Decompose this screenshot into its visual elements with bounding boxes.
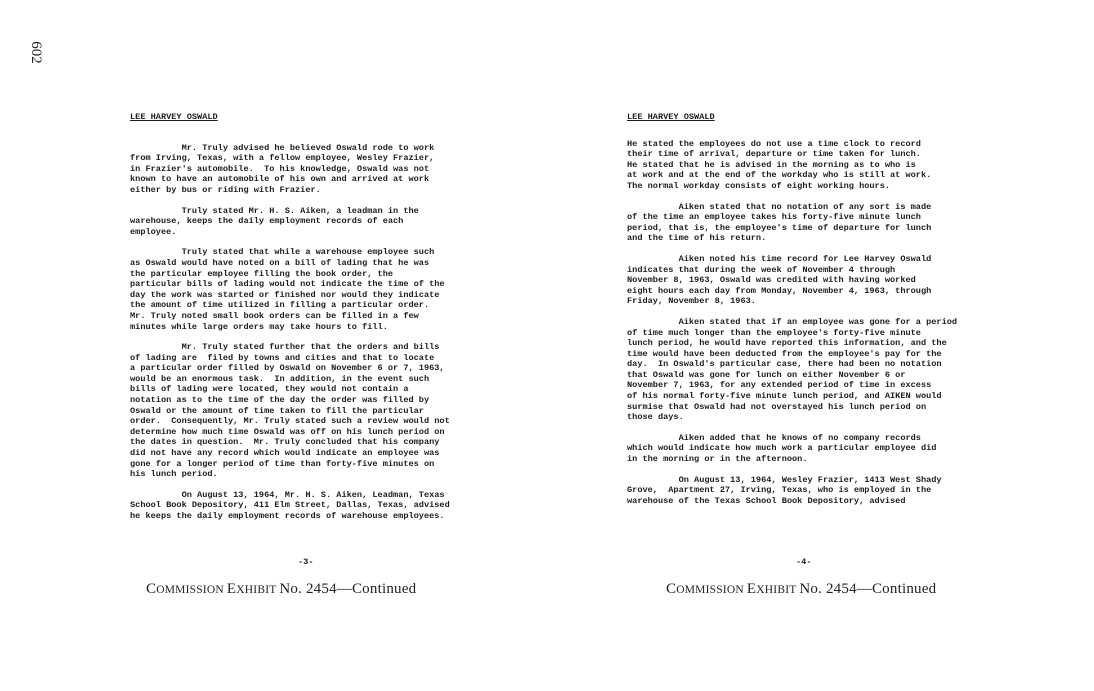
left-caption-rest: No. 2454—Continued <box>279 581 417 597</box>
left-caption-ommission: OMMISSION <box>156 584 227 596</box>
left-caption-c: C <box>146 581 157 597</box>
right-page-number: -4- <box>796 557 812 567</box>
left-paragraph-4: Mr. Truly stated further that the orders and bills of lading are filed by towns and cities and that to locate a particular order filled by Oswald on November 6 or 7, 1963, would be an enormous task. In addition, in the event such bills of lading were located, they would not contain a notation as to the time of the day the order was filled by Oswald or the amount of time taken to fill the particular order. Consequently, Mr. Truly stated such a review would not determine how much time Oswald was off on his lunch period on the dates in question. Mr. Truly concluded that his company did not have any record which would indicate an employee was gone for a longer period of time than forty-five minutes on his lunch period. <box>130 342 450 480</box>
right-caption-ommission: OMMISSION <box>676 584 747 596</box>
right-paragraph-6: On August 13, 1964, Wesley Frazier, 1413 West Shady Grove, Apartment 27, Irving, Texas, who is employed in the warehouse of the Texas School Book Depository, advised <box>627 474 942 506</box>
right-paragraph-2: Aiken stated that no notation of any sort is made of the time an employee takes his forty-five minute lunch period, that is, the employee's time of departure for lunch and the time of his return. <box>627 201 932 244</box>
left-paragraph-3: Truly stated that while a warehouse employee such as Oswald would have noted on a bill of lading that he was the particular employee filling the book order, the particular bills of lading would not indicate the time of the day the work was started or finished nor would they indicate the amount of time utilized in filling a particular order. Mr. Truly noted small book orders can be filled in a few minutes while large orders may take hours to fill. <box>130 247 445 332</box>
left-caption-e: E <box>226 581 237 597</box>
right-paragraph-1: He stated the employees do not use a time clock to record their time of arrival, departure or time taken for lunch. He stated that he is advised in the morning as to who is at work and at the end of the workday who is still at work. The normal workday consists of eight working hours. <box>627 138 932 191</box>
left-paragraph-5: On August 13, 1964, Mr. H. S. Aiken, Leadman, Texas School Book Depository, 411 Elm Street, Dallas, Texas, advised he keeps the daily employment records of warehouse employees. <box>130 489 450 521</box>
left-paragraph-1: Mr. Truly advised he believed Oswald rode to work from Irving, Texas, with a fellow employee, Wesley Frazier, in Frazier's automobile. To his knowledge, Oswald was not known to have an automobile of his own and arrived at work either by bus or riding with Frazier. <box>130 142 435 195</box>
right-heading: LEE HARVEY OSWALD <box>627 112 715 122</box>
left-typed-page <box>130 112 490 532</box>
right-typed-page <box>627 112 993 516</box>
right-caption-c: C <box>666 581 677 597</box>
right-paragraph-4: Aiken stated that if an employee was gone for a period of time much longer than the employee's forty-five minute lunch period, he would have reported this information, and the time would have been deducted from the employee's pay for the day. In Oswald's particular case, there had been no notation that Oswald was gone for lunch on either November 6 or November 7, 1963, for any extended period of time in excess of his normal forty-five minute lunch period, and AIKEN would surmise that Oswald had not overstayed his lunch period on those days. <box>627 316 958 423</box>
left-paragraph-2: Truly stated Mr. H. S. Aiken, a leadman in the warehouse, keeps the daily employment records of each employee. <box>130 205 419 237</box>
right-caption <box>666 581 936 598</box>
left-page-number: -3- <box>298 557 314 567</box>
right-paragraph-3: Aiken noted his time record for Lee Harvey Oswald indicates that during the week of November 4 through November 8, 1963, Oswald was credited with having worked eight hours each day from Monday, November 4, 1963, through Friday, November 8, 1963. <box>627 253 932 307</box>
left-heading: LEE HARVEY OSWALD <box>130 112 218 122</box>
left-caption-xhibit: XHIBIT <box>236 584 280 596</box>
right-paragraph-5: Aiken added that he knows of no company records which would indicate how much work a particular employee did in the morning or in the afternoon. <box>627 432 937 465</box>
right-caption-e: E <box>746 581 757 597</box>
left-caption <box>146 581 416 598</box>
right-caption-rest: No. 2454—Continued <box>799 581 937 597</box>
side-page-number: 602 <box>27 41 44 64</box>
right-caption-xhibit: XHIBIT <box>756 584 800 596</box>
